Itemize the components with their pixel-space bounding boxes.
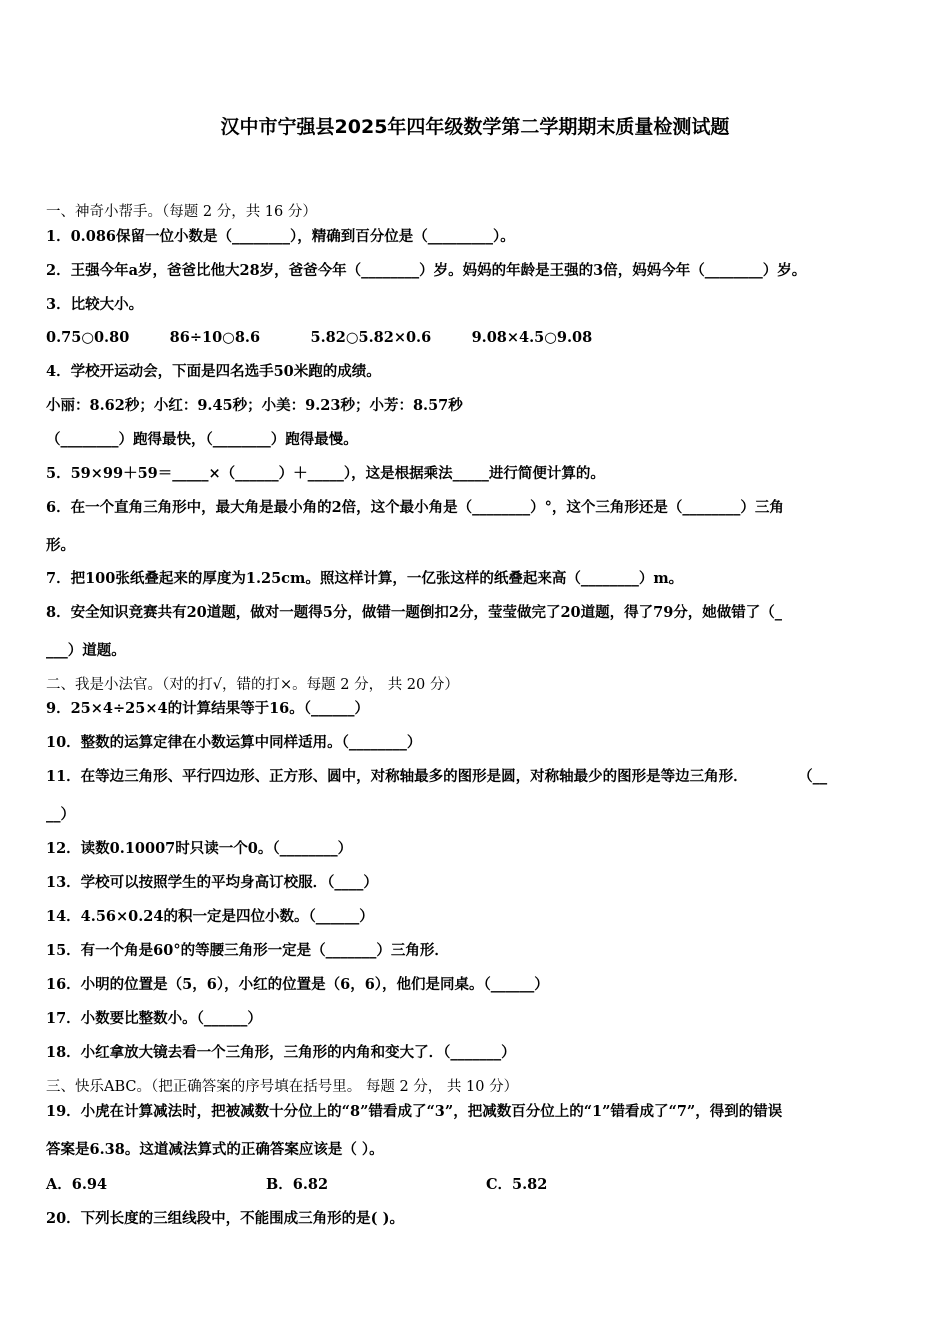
question-14: 14．4.56×0.24的积一定是四位小数。（______） — [46, 908, 374, 925]
question-8: 8．安全知识竞赛共有20道题，做对一题得5分，做错一题倒扣2分，莹莹做完了20道题，得了79分，她做错了（_ — [46, 604, 783, 621]
question-7: 7．把100张纸叠起来的厚度为1.25cm。照这样计算，一亿张这样的纸叠起来高（________）m。 — [46, 570, 684, 587]
question-6: 6．在一个直角三角形中，最大角是最小角的2倍，这个最小角是（________）°，这个三角形还是（________）三角 — [46, 499, 784, 516]
option-b: B．6.82 — [266, 1176, 329, 1193]
option-c: C．5.82 — [486, 1176, 548, 1193]
question-4: 4．学校开运动会，下面是四名选手50米跑的成绩。 — [46, 363, 381, 380]
question-20: 20．下列长度的三组线段中，不能围成三角形的是( )。 — [46, 1210, 404, 1227]
question-11: 11．在等边三角形、平行四边形、正方形、圆中，对称轴最多的图形是圆，对称轴最少的图形是等边三角形． （__ — [46, 768, 828, 785]
question-17: 17．小数要比整数小。（______） — [46, 1010, 262, 1027]
question-15: 15．有一个角是60°的等腰三角形一定是（_______）三角形． — [46, 942, 449, 959]
question-8-cont: ___）道题。 — [46, 642, 126, 659]
question-13: 13．学校可以按照学生的平均身高订校服．（____） — [46, 874, 378, 891]
question-19-cont: 答案是6.38。这道减法算式的正确答案应该是（ ）。 — [46, 1141, 384, 1158]
section-1-heading: 一、神奇小帮手。（每题 2 分，共 16 分） — [46, 204, 317, 220]
question-9: 9．25×4÷25×4的计算结果等于16。（______） — [46, 700, 369, 717]
question-19-options — [46, 1175, 547, 1195]
question-1: 1．0.086保留一位小数是（________），精确到百分位是（_________）。 — [46, 228, 515, 245]
question-6-cont: 形。 — [46, 537, 75, 554]
question-11-cont: __） — [46, 806, 75, 823]
question-2: 2．王强今年a岁，爸爸比他大28岁，爸爸今年（________）岁。妈妈的年龄是王强的3倍，妈妈今年（________）岁。 — [46, 262, 807, 279]
question-3-items: 0.75○0.80 86÷10○8.6 5.82○5.82×0.6 9.08×4.5○9.08 — [46, 329, 593, 346]
question-12: 12．读数0.10007时只读一个0。（________） — [46, 840, 353, 857]
option-a: A．6.94 — [46, 1176, 108, 1193]
question-4-data: 小丽：8.62秒；小红：9.45秒；小美：9.23秒；小芳：8.57秒 — [46, 397, 463, 414]
question-3: 3．比较大小。 — [46, 296, 144, 313]
section-2-heading: 二、我是小法官。（对的打√，错的打×。每题 2 分， 共 20 分） — [46, 677, 459, 693]
question-5: 5．59×99＋59＝_____×（______）＋_____），这是根据乘法_____进行简便计算的。 — [46, 465, 605, 482]
question-19: 19．小虎在计算减法时，把被减数十分位上的“8”错看成了“3”，把减数百分位上的“1”错看成了“7”，得到的错误 — [46, 1103, 783, 1120]
question-16: 16．小明的位置是（5，6），小红的位置是（6，6），他们是同桌。（______） — [46, 976, 549, 993]
page-title: 汉中市宁强县2025年四年级数学第二学期期末质量检测试题 — [220, 116, 730, 138]
section-3-heading: 三、快乐ABC。（把正确答案的序号填在括号里。 每题 2 分， 共 10 分） — [46, 1079, 519, 1095]
question-10: 10．整数的运算定律在小数运算中同样适用。（________） — [46, 734, 422, 751]
question-4-blanks: （________）跑得最快，（________）跑得最慢。 — [46, 431, 358, 448]
question-18: 18．小红拿放大镜去看一个三角形，三角形的内角和变大了．（_______） — [46, 1044, 516, 1061]
